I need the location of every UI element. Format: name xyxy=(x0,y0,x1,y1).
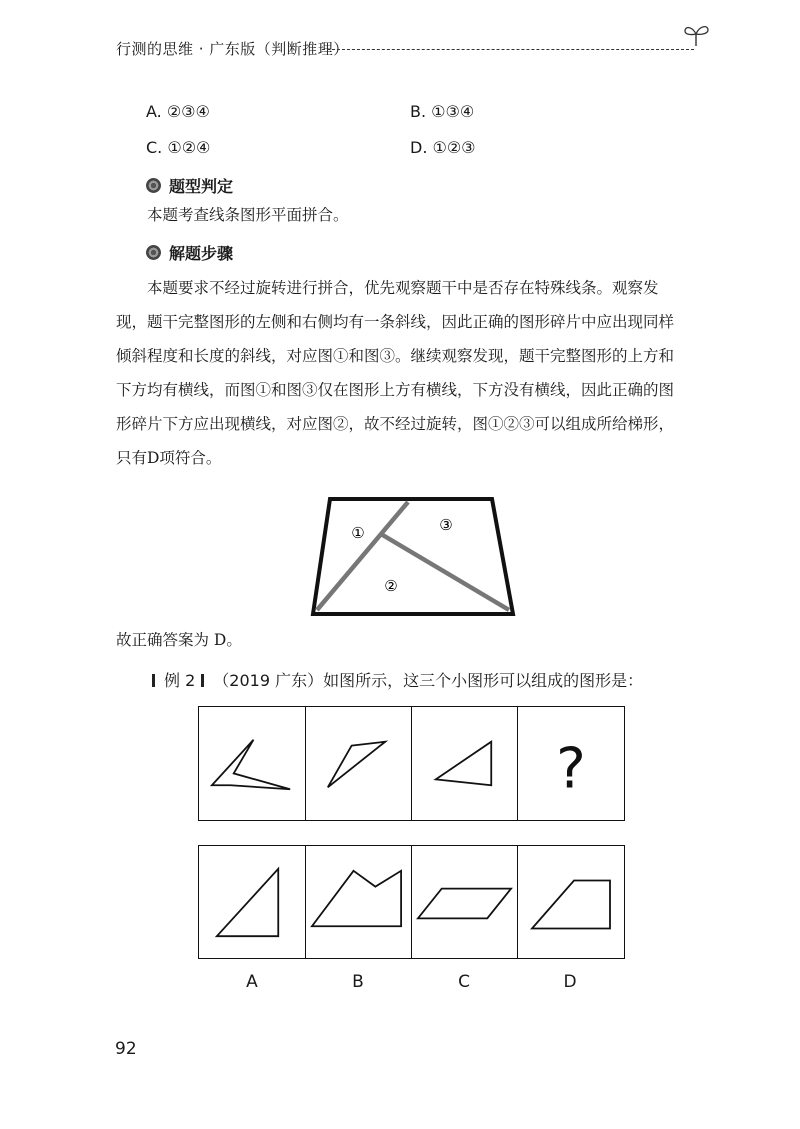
trapezoid-figure xyxy=(305,492,525,622)
type-text: 本题考查线条图形平面拼合。 xyxy=(147,206,349,224)
answer-cell-a[interactable] xyxy=(199,846,306,958)
option-d: D. ①②③ xyxy=(410,138,476,157)
section-bullet-icon xyxy=(146,245,161,260)
shape-parallelogram xyxy=(412,846,517,958)
piece-label-2: ② xyxy=(384,577,398,595)
question-cell-1 xyxy=(199,707,306,820)
running-header: 行测的思维 · 广东版（判断推理） xyxy=(116,40,349,58)
section-bullet-icon xyxy=(146,178,161,193)
choice-letter-a: A xyxy=(246,972,258,992)
type-heading-text: 题型判定 xyxy=(169,177,234,196)
answer-grid xyxy=(198,845,625,959)
option-c: C. ①②④ xyxy=(146,138,211,157)
steps-heading xyxy=(146,241,233,264)
option-a: A. ②③④ xyxy=(146,102,210,121)
type-paragraph xyxy=(116,198,688,232)
question-mark: ? xyxy=(556,736,586,802)
steps-paragraph xyxy=(116,271,688,475)
answer-cell-c[interactable] xyxy=(412,846,518,958)
option-b: B. ①③④ xyxy=(410,102,475,121)
example-line xyxy=(146,668,643,691)
choice-letter-c: C xyxy=(458,972,470,992)
shape-notched-pentagon xyxy=(306,846,411,958)
shape-chevron xyxy=(199,707,305,820)
choice-letter-b: B xyxy=(352,972,364,992)
question-cell-2 xyxy=(306,707,412,820)
question-cell-3 xyxy=(412,707,518,820)
example-tag: 例 2 xyxy=(164,671,196,690)
shape-thin-triangle xyxy=(306,707,411,820)
choice-letter-d: D xyxy=(563,972,577,992)
bracket-right-icon xyxy=(201,674,207,687)
example-text: （2019 广东）如图所示，这三个小图形可以组成的图形是： xyxy=(213,671,644,690)
steps-text: 本题要求不经过旋转进行拼合，优先观察题干中是否存在特殊线条。观察发现，题干完整图形的左侧和右侧均有一条斜线，因此正确的图形碎片中应出现同样倾斜程度和长度的斜线，对应图①和图③。继续观察发现，题干完整图形的上方和下方均有横线，而图①和图③仅在图形上方有横线，下方没有横线，因此正确的图形碎片下方应出现横线，对应图②，故不经过旋转，图①②③可以组成所给梯形，只有D项符合。 xyxy=(116,279,675,467)
question-cell-4 xyxy=(518,707,624,820)
sprout-icon xyxy=(682,20,710,48)
answer-text: 故正确答案为 D。 xyxy=(116,631,242,649)
steps-heading-text: 解题步骤 xyxy=(169,244,234,263)
page-number: 92 xyxy=(115,1039,137,1059)
type-heading xyxy=(146,174,233,197)
bracket-left-icon xyxy=(152,674,158,687)
question-mark-icon xyxy=(518,707,624,820)
answer-cell-d[interactable] xyxy=(518,846,624,958)
header-rule xyxy=(322,49,694,50)
answer-cell-b[interactable] xyxy=(306,846,412,958)
shape-right-triangle xyxy=(199,846,305,958)
question-grid xyxy=(198,706,625,821)
piece-label-1: ① xyxy=(351,524,365,542)
answer-paragraph xyxy=(116,623,688,657)
shape-triangle xyxy=(412,707,517,820)
piece-label-3: ③ xyxy=(439,516,453,534)
shape-right-trapezoid xyxy=(518,846,624,958)
